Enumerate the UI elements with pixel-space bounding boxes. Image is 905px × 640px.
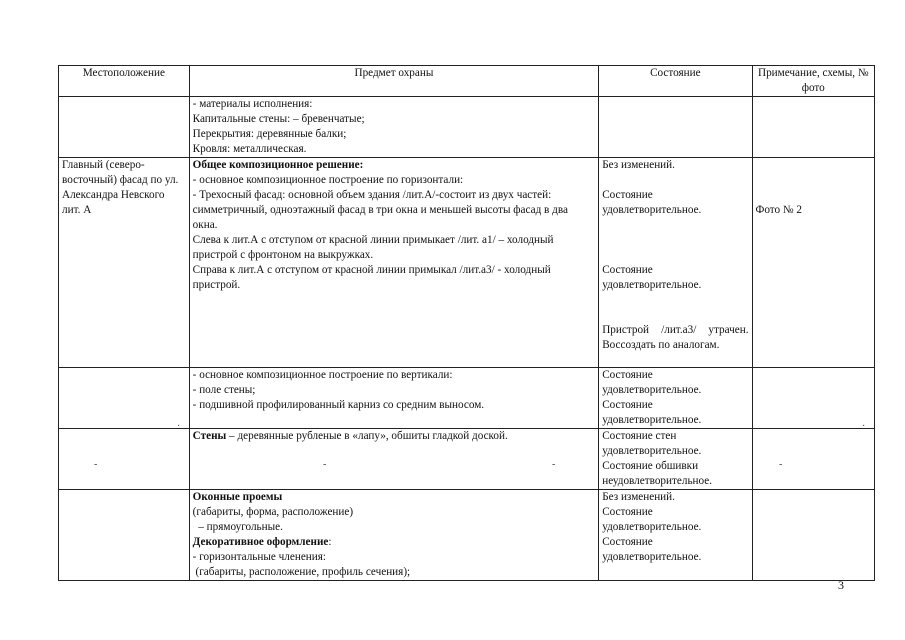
row5-subject: [189, 490, 599, 581]
condition-text: Без изменений.: [602, 491, 675, 503]
condition-text: Воссоздать по аналогам.: [602, 339, 720, 351]
table-row: [59, 97, 875, 158]
row5-line: - горизонтальные членения:: [192, 551, 327, 563]
row4-subject-text: – деревянные рубленые в «лапу», обшиты гладкой доской.: [226, 430, 508, 442]
table-row: [59, 490, 875, 581]
row2-subject: [189, 158, 599, 368]
row2-paragraph: Справа к лит.А с отступом от красной линии примыкал /лит.а3/ - холодный пристрой.: [192, 264, 551, 291]
row2-paragraph: Слева к лит.А с отступом от красной линии примыкает /лит. а1/ – холодный пристрой с фронтоном на выкружках.: [192, 234, 554, 261]
row5-note: [752, 490, 874, 581]
condition-text: Состояние стен удовлетворительное.: [602, 430, 702, 457]
row3-subject: [189, 368, 599, 429]
condition-text: Состояние удовлетворительное.: [602, 369, 702, 396]
row5-line: (габариты, форма, расположение): [192, 506, 354, 518]
row3-condition: [599, 368, 752, 429]
scan-speck: -: [323, 459, 327, 470]
condition-text: Состояние удовлетворительное.: [602, 506, 702, 533]
condition-text: Состояние удовлетворительное.: [602, 399, 702, 426]
row2-note: [752, 158, 874, 368]
row5-title-windows: Оконные проемы: [192, 491, 283, 503]
row1-location: [59, 97, 190, 158]
row3-note: [752, 368, 874, 429]
header-subject: Предмет охраны: [189, 66, 599, 97]
row1-line: Перекрытия: деревянные балки;: [192, 128, 347, 140]
row1-line: Капитальные стены: – бревенчатые;: [192, 113, 365, 125]
condition-text: Состояние обшивки неудовлетворительное.: [602, 460, 713, 487]
table-row: [59, 158, 875, 368]
condition-text: Состояние удовлетворительное.: [602, 189, 702, 216]
row5-title-colon: :: [328, 536, 332, 548]
row3-line: - подшивной профилированный карниз со средним выносом.: [192, 399, 485, 411]
scan-speck: ·: [862, 421, 866, 432]
scan-speck: ·: [177, 421, 181, 432]
protection-table: [58, 65, 875, 581]
header-row: [59, 66, 875, 97]
row5-condition: [599, 490, 752, 581]
row2-location: Главный (северо-восточный) фасад по ул. Александра Невского лит. А: [59, 158, 190, 368]
row2-condition: [599, 158, 752, 368]
condition-text: Без изменений.: [602, 159, 675, 171]
row4-condition: [599, 429, 752, 490]
page-number: 3: [838, 578, 844, 592]
row1-line: Кровля: металлическая.: [192, 143, 307, 155]
row4-note: [752, 429, 874, 490]
row4-subject: [189, 429, 599, 490]
row2-subject-title: Общее композиционное решение:: [192, 159, 364, 171]
row1-subject: [189, 97, 599, 158]
scan-speck: -: [94, 459, 98, 470]
header-location: Местоположение: [59, 66, 190, 97]
header-note: Примечание, схемы, № фото: [752, 66, 874, 97]
row1-note: [752, 97, 874, 158]
condition-text: Пристрой /лит.а3/ утрачен.: [602, 324, 749, 336]
row2-paragraph: - Трехосный фасад: основной объем здания /лит.А/-состоит из двух частей: симметричный, одноэтажный фасад в три окна и меньшей высоты фасад в два окна.: [192, 189, 568, 231]
header-condition: Состояние: [599, 66, 752, 97]
row4-location: [59, 429, 190, 490]
scan-speck: -: [779, 459, 783, 470]
table-row: [59, 429, 875, 490]
photo-reference: Фото № 2: [755, 204, 802, 216]
row3-location: [59, 368, 190, 429]
condition-text: Состояние удовлетворительное.: [602, 536, 702, 563]
row4-subject-title: Стены: [192, 430, 227, 442]
row3-line: - поле стены;: [192, 384, 256, 396]
table-row: [59, 368, 875, 429]
row3-line: - основное композиционное построение по вертикали:: [192, 369, 453, 381]
row1-condition: [599, 97, 752, 158]
condition-text: Состояние удовлетворительное.: [602, 264, 702, 291]
row1-line: - материалы исполнения:: [192, 98, 313, 110]
row2-paragraph: - основное композиционное построение по горизонтали:: [192, 174, 464, 186]
row5-line: (габариты, расположение, профиль сечения);: [192, 566, 411, 578]
row5-line: – прямоугольные.: [192, 521, 283, 533]
row5-title-decor: Декоративное оформление: [192, 536, 329, 548]
row5-location: [59, 490, 190, 581]
scan-speck: -: [552, 459, 556, 470]
